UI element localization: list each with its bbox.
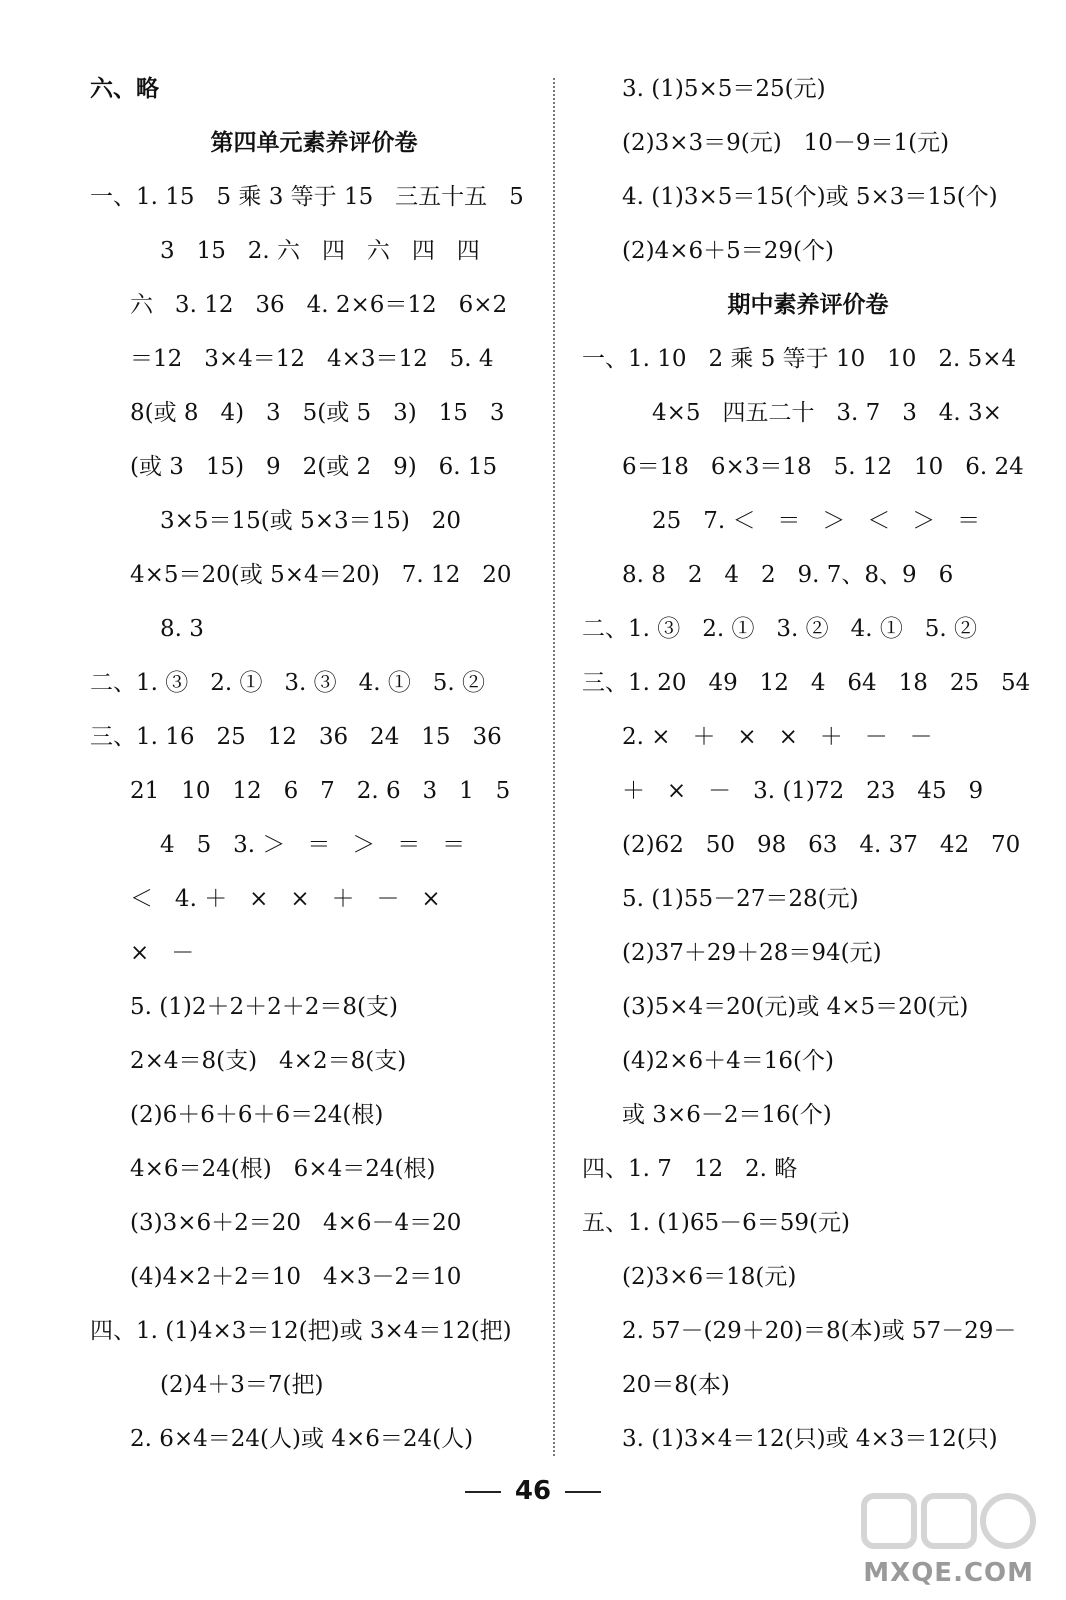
answer-line: 三、1. 16 25 12 36 24 15 36 — [90, 724, 502, 750]
answer-line: 或 3×6－2＝16(个) — [622, 1102, 832, 1128]
right-column — [582, 62, 1034, 1466]
answer-line: × － — [130, 940, 195, 966]
answer-line: 3. (1)5×5＝25(元) — [622, 76, 826, 102]
answer-line: 一、1. 15 5 乘 3 等于 15 三五十五 5 — [90, 184, 524, 210]
answer-line: (2)37＋29＋28＝94(元) — [622, 940, 882, 966]
answer-line: 8(或 8 4) 3 5(或 5 3) 15 3 — [130, 400, 505, 426]
answer-line: 六 3. 12 36 4. 2×6＝12 6×2 — [130, 292, 508, 318]
answer-line: 三、1. 20 49 12 4 64 18 25 54 — [582, 670, 1031, 696]
answer-line: (3)3×6＋2＝20 4×6－4＝20 — [130, 1210, 462, 1236]
answer-line: ＝12 3×4＝12 4×3＝12 5. 4 — [130, 346, 494, 372]
answer-line: (2)6＋6＋6＋6＝24(根) — [130, 1102, 384, 1128]
answer-line: (2)62 50 98 63 4. 37 42 70 — [622, 832, 1021, 858]
answer-line: 六、略 — [90, 75, 159, 102]
answer-line: 3. (1)3×4＝12(只)或 4×3＝12(只) — [622, 1426, 998, 1452]
answer-line: (2)4＋3＝7(把) — [160, 1372, 324, 1398]
answer-line: 二、1. ③ 2. ① 3. ② 4. ① 5. ② — [582, 616, 978, 642]
dash-right — [565, 1491, 601, 1493]
answer-line: 4×5＝20(或 5×4＝20) 7. 12 20 — [130, 562, 512, 588]
answer-line: 8. 8 2 4 2 9. 7、8、9 6 — [622, 562, 954, 588]
answer-line: ＋ × － 3. (1)72 23 45 9 — [622, 778, 984, 804]
answer-line: 6＝18 6×3＝18 5. 12 10 6. 24 — [622, 454, 1024, 480]
answer-line: (2)4×6＋5＝29(个) — [622, 238, 834, 264]
answer-line: 20＝8(本) — [622, 1372, 730, 1398]
answer-line: 4×6＝24(根) 6×4＝24(根) — [130, 1156, 436, 1182]
answer-line: 五、1. (1)65－6＝59(元) — [582, 1210, 850, 1236]
answer-line: (2)3×3＝9(元) 10－9＝1(元) — [622, 130, 950, 156]
column-divider — [553, 78, 555, 1456]
answer-line: ＜ 4. ＋ × × ＋ － × — [130, 886, 441, 912]
answer-line: 21 10 12 6 7 2. 6 3 1 5 — [130, 778, 511, 804]
answer-line: 2. 6×4＝24(人)或 4×6＝24(人) — [130, 1426, 474, 1452]
section-heading: 期中素养评价卷 — [727, 292, 889, 318]
answer-line: (3)5×4＝20(元)或 4×5＝20(元) — [622, 994, 969, 1020]
answer-line: 5. (1)2＋2＋2＋2＝8(支) — [130, 994, 398, 1020]
answer-line: 四、1. (1)4×3＝12(把)或 3×4＝12(把) — [90, 1318, 512, 1344]
answer-line: 二、1. ③ 2. ① 3. ③ 4. ① 5. ② — [90, 670, 486, 696]
answer-line: 8. 3 — [160, 616, 204, 642]
answer-line: (4)2×6＋4＝16(个) — [622, 1048, 834, 1074]
answer-line: (2)3×6＝18(元) — [622, 1264, 797, 1290]
answer-line: 四、1. 7 12 2. 略 — [582, 1156, 798, 1182]
dash-left — [465, 1491, 501, 1493]
watermark-text: MXQE.COM — [863, 1558, 1034, 1588]
answer-line: 5. (1)55－27＝28(元) — [622, 886, 859, 912]
answer-line: 4. (1)3×5＝15(个)或 5×3＝15(个) — [622, 184, 998, 210]
section-heading: 第四单元素养评价卷 — [210, 130, 418, 156]
page-number-text: 46 — [514, 1476, 552, 1506]
answer-line: 2×4＝8(支) 4×2＝8(支) — [130, 1048, 407, 1074]
answer-line: 3 15 2. 六 四 六 四 四 — [160, 238, 480, 264]
answer-line: 3×5＝15(或 5×3＝15) 20 — [160, 508, 462, 534]
answer-line: 2. 57－(29＋20)＝8(本)或 57－29－ — [622, 1318, 1017, 1344]
answer-line: 2. × ＋ × × ＋ － － — [622, 724, 933, 750]
answer-line: (4)4×2＋2＝10 4×3－2＝10 — [130, 1264, 462, 1290]
answer-line: 4×5 四五二十 3. 7 3 4. 3× — [652, 400, 1002, 426]
answer-line: 25 7. ＜ ＝ ＞ ＜ ＞ ＝ — [652, 508, 981, 534]
left-column — [90, 62, 538, 1466]
answer-line: 4 5 3. ＞ ＝ ＞ ＝ ＝ — [160, 832, 466, 858]
answer-line: 一、1. 10 2 乘 5 等于 10 10 2. 5×4 — [582, 346, 1017, 372]
answer-line: (或 3 15) 9 2(或 2 9) 6. 15 — [130, 454, 498, 480]
